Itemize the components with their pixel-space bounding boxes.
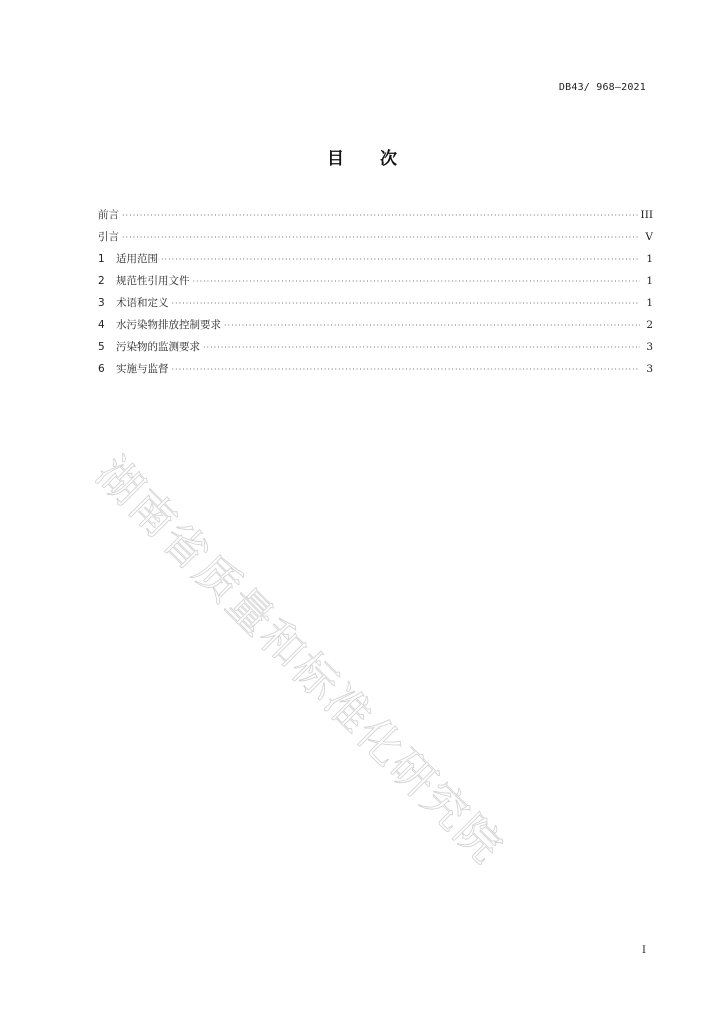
- toc-title-char-1: 目: [327, 149, 344, 169]
- toc-entry-normative-references[interactable]: [98, 270, 653, 292]
- toc-leader-dots: [224, 315, 640, 337]
- document-code: DB43/ 968—2021: [558, 82, 646, 93]
- toc-leader-dots: [172, 293, 641, 315]
- toc-entry-page: 3: [646, 363, 653, 375]
- toc-entry-label: 实施与监督: [116, 363, 169, 375]
- toc-list: [98, 204, 653, 380]
- toc-entry-label: 规范性引用文件: [116, 275, 190, 287]
- toc-leader-dots: [193, 271, 641, 293]
- toc-entry-page: 3: [646, 341, 653, 353]
- toc-entry-page: 1: [646, 275, 653, 287]
- toc-entry-label: 前言: [98, 209, 119, 221]
- toc-entry-number: 3: [98, 297, 105, 309]
- toc-entry-discharge-control[interactable]: [98, 314, 653, 336]
- toc-title-char-2: 次: [380, 149, 397, 169]
- page-number: I: [642, 945, 646, 956]
- toc-entry-page: III: [640, 209, 653, 221]
- toc-leader-dots: [122, 227, 640, 249]
- watermark: 湖南省质量和标准化研究院: [86, 447, 513, 875]
- toc-entry-page: 1: [646, 297, 653, 309]
- toc-entry-scope[interactable]: [98, 248, 653, 270]
- toc-entry-page: 1: [646, 253, 653, 265]
- toc-entry-page: V: [645, 231, 653, 243]
- toc-entry-number: 6: [98, 363, 105, 375]
- toc-entry-monitoring[interactable]: [98, 336, 653, 358]
- toc-entry-terms-definitions[interactable]: [98, 292, 653, 314]
- toc-entry-label: 引言: [98, 231, 119, 243]
- toc-entry-label: 水污染物排放控制要求: [116, 319, 221, 331]
- toc-leader-dots: [203, 337, 640, 359]
- toc-entry-introduction[interactable]: [98, 226, 653, 248]
- toc-entry-number: 5: [98, 341, 105, 353]
- toc-entry-label: 污染物的监测要求: [116, 341, 200, 353]
- toc-entry-number: 4: [98, 319, 105, 331]
- toc-entry-preface[interactable]: [98, 204, 653, 226]
- toc-entry-number: 2: [98, 275, 105, 287]
- toc-leader-dots: [172, 359, 641, 381]
- toc-entry-label: 适用范围: [116, 253, 158, 265]
- toc-leader-dots: [122, 205, 638, 227]
- toc-leader-dots: [161, 249, 640, 271]
- toc-entry-number: 1: [98, 253, 105, 265]
- toc-title: [0, 144, 724, 169]
- toc-entry-implementation[interactable]: [98, 358, 653, 380]
- toc-entry-page: 2: [646, 319, 653, 331]
- toc-entry-label: 术语和定义: [116, 297, 169, 309]
